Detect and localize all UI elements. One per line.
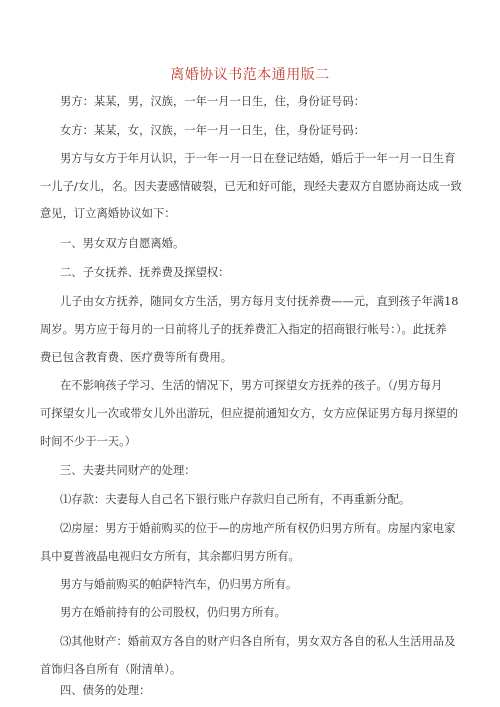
clause-4-heading: 四、债务的处理： xyxy=(60,684,151,697)
visitation-line-3: 时间不少于一天。） xyxy=(40,435,137,448)
party-male-line: 男方：某某，男，汉族，一年一月一日生，住，身份证号码： xyxy=(60,95,366,108)
intro-line-2: 一儿子/女儿，名。因夫妻感情破裂，已无和好可能，现经夫妻双方自愿协商达成一致 xyxy=(40,180,462,193)
visitation-line-2: 可探望女儿一次或带女儿外出游玩，但应提前通知女方，女方应保证男方每月探望的 xyxy=(40,407,458,420)
intro-line-3: 意见，订立离婚协议如下： xyxy=(40,207,176,220)
clause-3-heading: 三、夫妻共同财产的处理： xyxy=(60,464,196,477)
clause-1-heading: 一、男女双方自愿离婚。 xyxy=(60,237,185,250)
house-line-1: ⑵房屋：男方于婚前购买的位于—的房地产所有权仍归男方所有。房屋内家电家 xyxy=(60,522,456,535)
other-property-line-2: 首饰归各自所有（附清单）。 xyxy=(40,663,182,676)
deposit-line: ⑴存款：夫妻每人自己名下银行账户存款归自己所有，不再重新分配。 xyxy=(60,493,411,506)
custody-line-3: 费已包含教育费、医疗费等所有费用。 xyxy=(40,351,233,364)
visitation-line-1: 在不影响孩子学习、生活的情况下，男方可探望女方抚养的孩子。（/男方每月 xyxy=(60,379,443,392)
house-line-2: 具中夏普液晶电视归女方所有，其余都归男方所有。 xyxy=(40,550,300,563)
custody-line-2: 周岁。男方应于每月的一日前将儿子的抚养费汇入指定的招商银行帐号：）。此抚养 xyxy=(40,323,447,336)
custody-line-1: 儿子由女方抚养，随同女方生活，男方每月支付抚养费——元，直到孩子年满18 xyxy=(60,295,459,308)
party-female-line: 女方：某某，女，汉族，一年一月一日生，住，身份证号码： xyxy=(60,124,366,137)
car-line: 男方与婚前购买的帕萨特汽车，仍归男方所有。 xyxy=(60,578,298,591)
intro-line-1: 男方与女方于年月认识，于一年一月一日在登记结婚，婚后于一年一月一日生育 xyxy=(60,152,456,165)
equity-line: 男方在婚前持有的公司股权，仍归男方所有。 xyxy=(60,606,286,619)
other-property-line-1: ⑶其他财产：婚前双方各自的财产归各自所有，男女双方各自的私人生活用品及 xyxy=(60,635,456,648)
document-title: 离婚协议书范本通用版二 xyxy=(170,67,330,83)
clause-2-heading: 二、子女抚养、抚养费及探望权： xyxy=(60,266,230,279)
